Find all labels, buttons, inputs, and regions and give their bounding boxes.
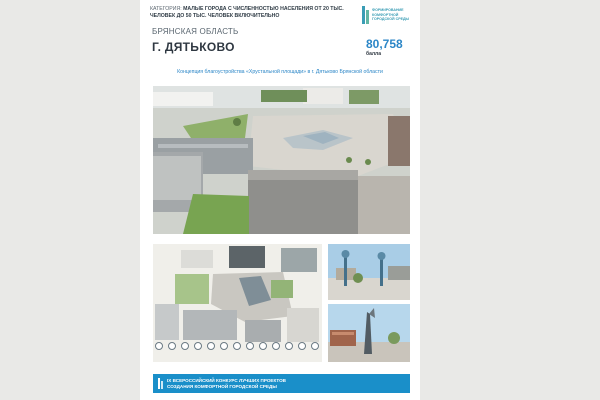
brand-logo — [362, 5, 418, 29]
legend-marker — [233, 342, 241, 350]
legend-marker — [298, 342, 306, 350]
plan-legend — [155, 342, 320, 358]
footer-line-1: IX ВСЕРОССИЙСКИЙ КОНКУРС ЛУЧШИХ ПРОЕКТОВ — [167, 378, 286, 383]
category-line-1: МАЛЫЕ ГОРОДА С ЧИСЛЕННОСТЬЮ НАСЕЛЕНИЯ ОТ 20 ТЫС. — [183, 6, 344, 12]
square-render-image — [328, 244, 410, 300]
monument-render-image — [328, 304, 410, 362]
brand-line-1: ФОРМИРОВАНИЕ — [372, 8, 404, 12]
legend-marker — [259, 342, 267, 350]
footer-banner — [153, 374, 410, 393]
legend-marker — [194, 342, 202, 350]
legend-marker — [311, 342, 319, 350]
footer-line-2: СОЗДАНИЯ КОМФОРТНОЙ ГОРОДСКОЙ СРЕДЫ — [167, 383, 277, 389]
poster-page — [140, 0, 420, 400]
brand-line-2: КОМФОРТНОЙ — [372, 12, 399, 17]
score-value: 80,758 — [366, 37, 403, 51]
category-label: КАТЕГОРИЯ: — [150, 6, 182, 12]
brand-logo-icon — [362, 6, 370, 24]
legend-marker — [168, 342, 176, 350]
contest-logo-icon — [158, 378, 164, 389]
concept-title: Концепция благоустройства «Хрустальной площади» в г. Дятьково Брянской области — [177, 69, 383, 75]
score-label: балла — [366, 51, 382, 57]
legend-marker — [155, 342, 163, 350]
city-name: Г. ДЯТЬКОВО — [152, 40, 235, 54]
legend-marker — [285, 342, 293, 350]
legend-marker — [220, 342, 228, 350]
legend-marker — [181, 342, 189, 350]
legend-marker — [207, 342, 215, 350]
brand-line-3: ГОРОДСКОЙ СРЕДЫ — [372, 17, 410, 22]
region-name: БРЯНСКАЯ ОБЛАСТЬ — [152, 27, 239, 36]
category-line-2: ЧЕЛОВЕК ДО 50 ТЫС. ЧЕЛОВЕК ВКЛЮЧИТЕЛЬНО — [150, 12, 280, 19]
category-block — [150, 6, 350, 19]
aerial-render-image — [153, 86, 410, 234]
legend-marker — [246, 342, 254, 350]
legend-marker — [272, 342, 280, 350]
